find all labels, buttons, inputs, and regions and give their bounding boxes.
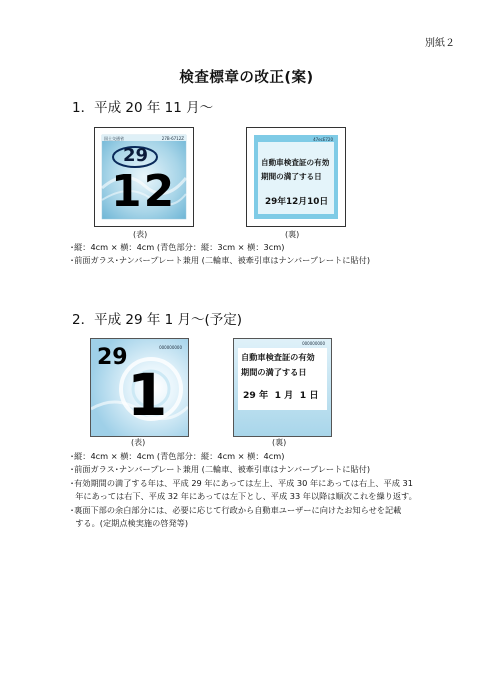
section2-front-sticker: [90, 338, 189, 437]
back-line1: 自動車検査証の有効: [241, 352, 315, 362]
section2-caption-front: (表): [131, 438, 146, 447]
front-top-left-text: 国土交通省: [104, 136, 124, 141]
section-1-heading: 1．平成 20 年 11 月〜: [72, 100, 214, 116]
front-code: 000000000: [159, 345, 182, 350]
note-line: ･前面ガラス･ナンバープレート兼用 (二輪車、被牽引車はナンバープレートに貼付): [70, 464, 371, 475]
back-small-code: 47ecE720: [313, 137, 333, 142]
note-line: ･裏面下部の余白部分には、必要に応じて行政から自動車ユーザーに向けたお知らせを記載: [70, 504, 402, 515]
front-year-number: 29: [97, 345, 128, 370]
section1-caption-back: (裏): [285, 230, 300, 239]
attachment-label: 別紙２: [425, 38, 455, 49]
section1-back-sticker: [246, 127, 346, 227]
note-line: ･有効期間の満了する年は、平成 29 年にあっては左上、平成 30 年にあっては右上、平成 31: [70, 477, 413, 488]
section-2-heading: 2．平成 29 年 1 月〜(予定): [72, 312, 243, 328]
section1-front-sticker: [94, 127, 194, 227]
back-date: 29年12月10日: [265, 197, 329, 207]
note-line: ･縦：4cm × 横：4cm (青色部分：縦：4cm × 横：4cm): [70, 451, 285, 461]
section2-notes: [70, 450, 417, 530]
section2-caption-back: (裏): [272, 438, 287, 447]
page-title: 検査標章の改正(案): [179, 70, 314, 86]
front-month-number: 1: [127, 361, 168, 429]
front-month-number: 29: [123, 145, 149, 166]
back-line1: 自動車検査証の有効: [261, 158, 330, 167]
note-line: 年にあっては右下、平成 32 年にあっては左下とし、平成 33 年以降は順次これを繰り返す。: [70, 491, 417, 502]
front-year-number: 12: [111, 166, 177, 217]
section2-back-sticker: [233, 338, 332, 437]
note-line: ･前面ガラス･ナンバープレート兼用 (二輪車、被牽引車はナンバープレートに貼付): [70, 255, 371, 266]
back-line2: 期間の満了する日: [241, 367, 307, 377]
section1-notes: [70, 241, 370, 268]
note-line: ･縦：4cm × 横：4cm (青色部分：縦：3cm × 横：3cm): [70, 242, 285, 252]
back-code: 000000000: [302, 341, 325, 346]
note-line: する。(定期点検実施の啓発等): [70, 518, 189, 529]
front-top-right-text: 27B-6712Z: [161, 136, 184, 141]
back-date: 29 年 1 月 1 日: [243, 390, 319, 401]
section1-caption-front: (表): [133, 230, 148, 239]
back-line2: 期間の満了する日: [261, 172, 322, 181]
